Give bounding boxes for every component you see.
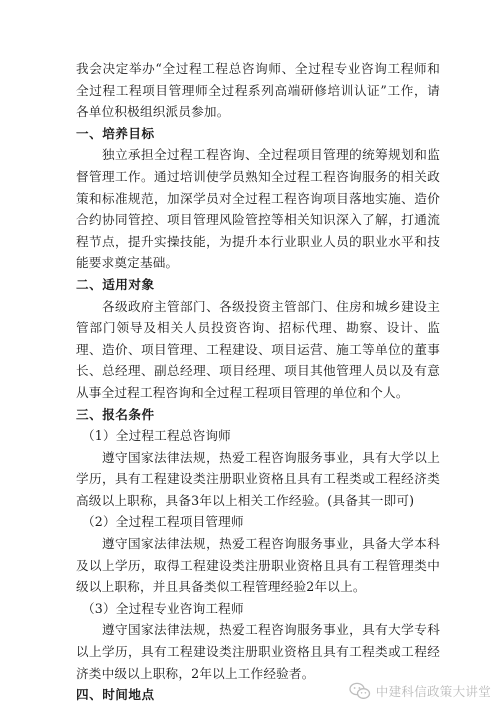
watermark-label: 中建科信政策大讲堂 [375,684,491,699]
section-heading-time-location: 四、时间地点 [76,687,155,703]
requirement-text-3: 遵守国家法律法规，热爱工程咨询服务事业，具有大学专科以上学历，具有工程建设类注册职业资格且具有工程类或工程经济类中级以上职称，2年以上工作经验者。 [76,622,440,681]
watermark [349,682,491,700]
wechat-icon [349,682,371,700]
document-body [76,58,440,706]
requirement-text-2: 遵守国家法律法规，热爱工程咨询服务事业，具备大学本科及以上学历，取得工程建设类注册职业资格且具有工程管理类中级以上职称，并且具备类似工程管理经验2年以上。 [76,536,440,595]
section-heading-requirements: 三、报名条件 [76,406,155,422]
intro-paragraph: 我会决定举办“全过程工程总咨询师、全过程专业咨询工程师和全过程工程项目管理师全过程系列高端研修培训认证”工作，请各单位积极组织派员参加。 [76,61,440,120]
requirement-title-2: （2）全过程工程项目管理师 [82,514,244,530]
requirement-title-1: （1）全过程工程总咨询师 [82,428,231,444]
section-heading-goals: 一、培养目标 [76,125,155,141]
goals-paragraph: 独立承担全过程工程咨询、全过程项目管理的统筹规划和监督管理工作。通过培训使学员熟知全过程工程咨询服务的相关政策和标准规范，加深学员对全过程工程咨询项目落地实施、造价合约协同管控、项目管理风险管控等相关知识深入了解，打通流程节点，提升实操技能，为提升本行业职业人员的职业水平和技能要求奠定基础。 [76,147,440,271]
requirement-title-3: （3）全过程专业咨询工程师 [82,600,244,616]
requirement-text-1: 遵守国家法律法规，热爱工程咨询服务事业，具有大学以上学历，具有工程建设类注册职业资格且具有工程类或工程经济类高级以上职称，具备3年以上相关工作经验。(具备其一即可) [76,449,440,508]
section-heading-audience: 二、适用对象 [76,276,155,292]
audience-paragraph: 各级政府主管部门、各级投资主管部门、住房和城乡建设主管部门领导及相关人员投资咨询、招标代理、勘察、设计、监理、造价、项目管理、工程建设、项目运营、施工等单位的董事长、总经理、副总经理、项目经理、项目其他管理人员以及有意从事全过程工程咨询和全过程工程项目管理的单位和个人。 [76,298,440,400]
